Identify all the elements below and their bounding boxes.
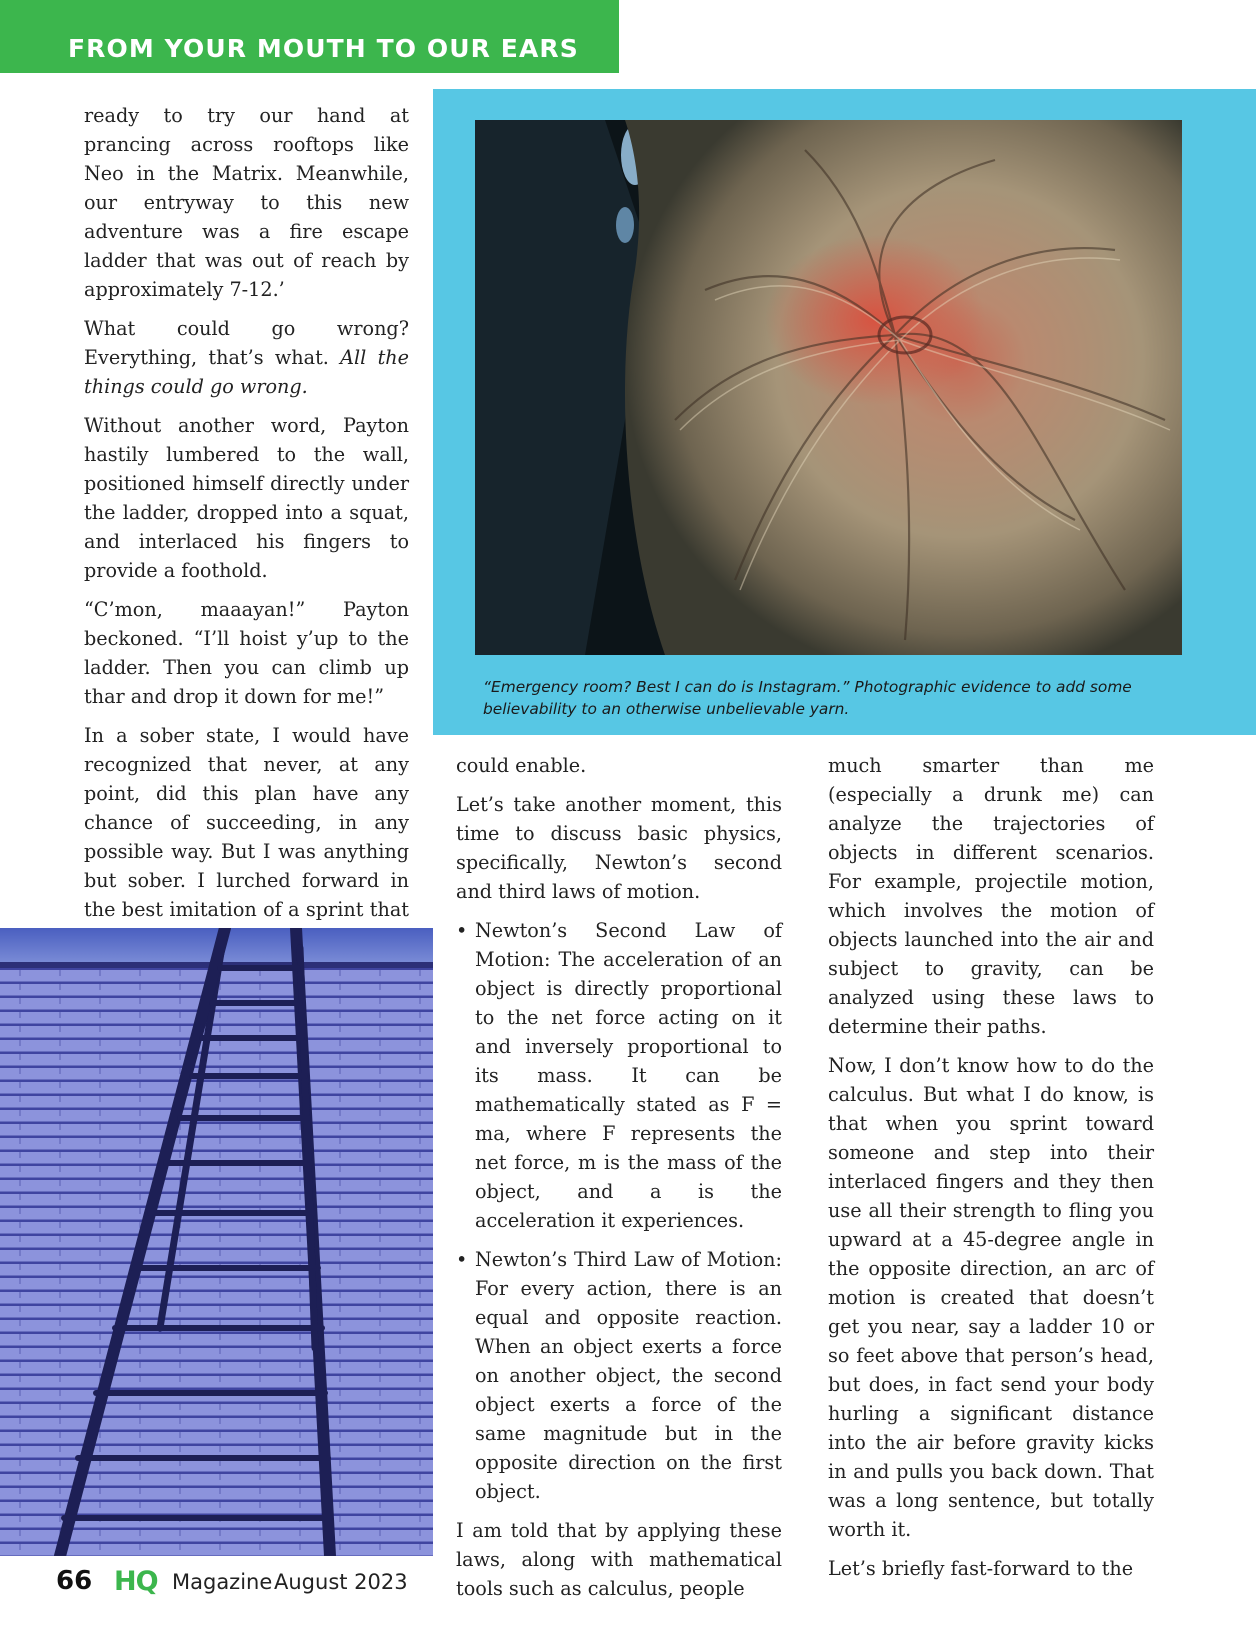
- fire-escape-ladder-image: [0, 928, 433, 1556]
- list-item-text: Newton’s Third Law of Motion: For every action, there is an equal and opposite reaction. When an object exerts a force on another object, the second object exerts a force of the same magnitude but in the opposite direction on the first object.: [475, 1248, 782, 1503]
- magazine-name: Magazine: [172, 1570, 273, 1594]
- issue-date: August 2023: [274, 1570, 408, 1594]
- section-title: FROM YOUR MOUTH TO OUR EARS: [68, 34, 579, 63]
- paragraph-text: What could go wrong? Everything, that’s what.: [84, 317, 409, 369]
- paragraph: I am told that by applying these laws, along with mathematical tools such as calculus, people: [456, 1519, 782, 1600]
- list-item-text: Newton’s Second Law of Motion: The acceleration of an object is directly proportional to the net force acting on it and inversely proportional to its mass. It can be mathematically stated as F = ma, where F represents the net force, m is the mass of the object, and a is the acceleration it experiences.: [475, 919, 782, 1232]
- paragraph: could enable.: [456, 754, 587, 777]
- section-header-bar: [0, 0, 619, 73]
- bullet-marker: •: [456, 919, 468, 942]
- list-item: [456, 1245, 782, 1506]
- list-item: [456, 916, 782, 1235]
- article-column-1: [84, 101, 409, 963]
- paragraph: much smarter than me (especially a drunk me) can analyze the trajectories of objects in different scenarios. For example, projectile motion, which involves the motion of objects launched into the air and subject to gravity, can be analyzed using these laws to determine their paths.: [828, 754, 1154, 1038]
- italic-emphasis: All the things could go wrong.: [84, 346, 409, 398]
- paragraph: In a sober state, I would have recognized that never, at any point, did this plan have any chance of succeeding, in any possible way. But I was anything but sober. I lurched forward in the best imitation of a sprint that: [84, 724, 409, 921]
- article-column-2: [456, 751, 782, 1613]
- hq-logo: HQ: [114, 1566, 158, 1597]
- bullet-list: [456, 916, 782, 1506]
- page-number: 66: [56, 1566, 93, 1596]
- paragraph: Now, I don’t know how to do the calculus. But what I do know, is that when you sprint toward someone and step into their interlaced fingers and they then use all their strength to fling you upward at a 45-degree angle in the opposite direction, an arc of motion is created that doesn’t get you near, say a ladder 10 or so feet above that person’s head, but does, in fact send your body hurling a significant distance into the air before gravity kicks in and pulls you back down. That was a long sentence, but totally worth it.: [828, 1054, 1154, 1541]
- paragraph: Without another word, Payton hastily lumbered to the wall, positioned himself directly under the ladder, dropped into a squat, and interlaced his fingers to provide a foothold.: [84, 414, 409, 582]
- head-injury-photo: [475, 120, 1182, 655]
- paragraph: Let’s briefly fast-forward to the: [828, 1557, 1134, 1580]
- paragraph: “C’mon, maaayan!” Payton beckoned. “I’ll hoist y’up to the ladder. Then you can climb up thar and drop it down for me!”: [84, 598, 409, 708]
- bullet-marker: •: [456, 1248, 468, 1271]
- paragraph: [84, 314, 409, 401]
- paragraph: ready to try our hand at prancing across rooftops like Neo in the Matrix. Meanwhile, our entryway to this new adventure was a fire escape ladder that was out of reach by approximately 7-12.’: [84, 104, 409, 301]
- paragraph: Let’s take another moment, this time to discuss basic physics, specifically, Newton’s second and third laws of motion.: [456, 793, 782, 903]
- article-column-3: [828, 751, 1154, 1593]
- photo-caption: “Emergency room? Best I can do is Instagram.” Photographic evidence to add some believability to an otherwise unbelievable yarn.: [483, 678, 1132, 718]
